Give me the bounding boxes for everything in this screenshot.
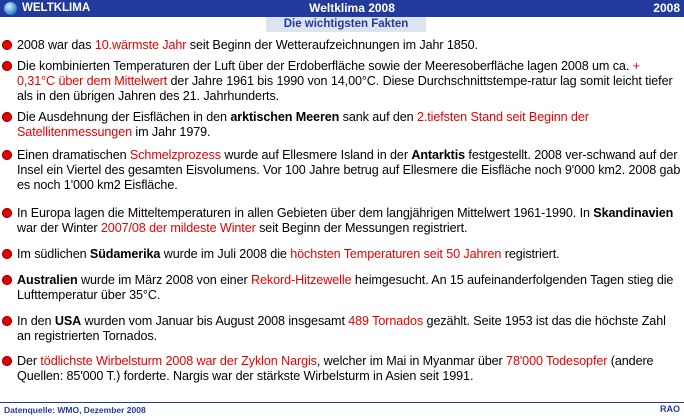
fact-text	[17, 38, 681, 53]
footer-divider	[0, 402, 684, 403]
fact-segment: In den	[17, 314, 55, 328]
fact-text	[17, 206, 681, 236]
fact-text	[17, 59, 681, 104]
year-label: 2008	[600, 0, 684, 17]
page-title: Weltklima 2008	[104, 0, 600, 17]
fact-segment: USA	[54, 314, 82, 328]
fact-segment: festgestellt. 2008 ver-schwand auf der Insel ein Viertel des gesamten Eisvolumens. Vor 100 Jahre betrug auf Ellesmere die Eisfläche noch 9'000 km2. 2008 gab es noch 1'000 km2 Eisfläche.	[17, 148, 681, 192]
fact-segment: Im südlichen	[17, 247, 90, 261]
fact-segment: registriert.	[501, 247, 560, 261]
page-subtitle: Die wichtigsten Fakten	[266, 17, 426, 32]
fact-segment: Einen dramatischen	[17, 148, 130, 162]
fact-segment: Antarktis	[411, 148, 466, 162]
fact-segment: im Jahr 1979.	[132, 125, 211, 139]
fact-text	[17, 273, 681, 303]
fact-segment: war der Winter	[17, 221, 101, 235]
fact-segment: + 0,31°C über dem Mittelwert	[17, 59, 640, 88]
bullet-icon	[2, 40, 12, 50]
fact-segment: 2008 war das	[17, 38, 95, 52]
fact-segment: gezählt. Seite 1953 ist das die höchste Zahl an registrierten Tornados.	[17, 314, 666, 343]
bullet-icon	[2, 150, 12, 160]
fact-segment: 78'000 Todesopfer	[506, 354, 608, 368]
fact-segment: Die Ausdehnung der Eisflächen in den	[17, 110, 231, 124]
fact-text	[17, 148, 681, 193]
globe-icon	[4, 2, 17, 15]
fact-segment: Australien	[17, 273, 78, 287]
fact-segment: wurde im März 2008 von einer	[77, 273, 251, 287]
fact-segment: , welcher im Mai in Myanmar über	[316, 354, 507, 368]
bullet-icon	[2, 275, 12, 285]
fact-segment: tödlichste Wirbelsturm 2008 war der Zyklon Nargis	[40, 354, 317, 368]
fact-text	[17, 354, 681, 384]
fact-segment: 489 Tornados	[348, 314, 424, 328]
fact-segment: seit Beginn der Messungen registriert.	[255, 221, 468, 235]
fact-segment: Skandinavien	[593, 206, 674, 220]
fact-text	[17, 247, 681, 262]
fact-segment: wurde im Juli 2008 die	[160, 247, 291, 261]
fact-segment: Die kombinierten Temperaturen der Luft über der Erdoberfläche sowie der Meeresoberfläche lagen 2008 um ca.	[17, 59, 633, 73]
data-source: Datenquelle: WMO, Dezember 2008	[4, 405, 146, 415]
fact-segment: seit Beginn der Wetteraufzeichnungen im Jahr 1850.	[186, 38, 478, 52]
fact-segment: 2007/08 der mildeste Winter	[100, 221, 256, 235]
bullet-icon	[2, 249, 12, 259]
fact-text	[17, 314, 681, 344]
fact-segment: Südamerika	[89, 247, 161, 261]
fact-segment: Schmelzprozess	[129, 148, 221, 162]
fact-segment: wurden vom Januar bis August 2008 insgesamt	[81, 314, 349, 328]
fact-segment: 2.tiefsten Stand seit Beginn der Satellitenmessungen	[17, 110, 589, 139]
fact-segment: 10.wärmste Jahr	[94, 38, 187, 52]
bullet-icon	[2, 356, 12, 366]
fact-segment: höchsten Temperaturen seit 50 Jahren	[290, 247, 502, 261]
fact-segment: arktischen Meeren	[230, 110, 340, 124]
fact-segment: (andere Quellen: 85'000 T.) forderte. Nargis war der stärkste Wirbelsturm in Asien seit 1991.	[17, 354, 654, 383]
fact-segment: Der	[17, 354, 41, 368]
fact-segment: der Jahre 1961 bis 1990 von 14,00°C. Diese Durchschnittstempe-ratur lag somit leicht tiefer als in den übrigen Jahren des 21. Jahrhunderts.	[17, 74, 673, 103]
bullet-icon	[2, 112, 12, 122]
fact-segment: In Europa lagen die Mitteltemperaturen in allen Gebieten über dem langjährigen Mittelwert 1961-1990. In	[17, 206, 594, 220]
fact-text	[17, 110, 681, 140]
fact-segment: heimgesucht. An 15 aufeinanderfolgenden Tagen stieg die Lufttemperatur über 35°C.	[17, 273, 674, 302]
bullet-icon	[2, 316, 12, 326]
fact-segment: Rekord-Hitzewelle	[251, 273, 352, 287]
bullet-icon	[2, 61, 12, 71]
author-label: RAO	[660, 404, 680, 414]
fact-segment: wurde auf Ellesmere Island in der	[220, 148, 412, 162]
brand-label	[0, 0, 104, 17]
fact-segment: sank auf den	[339, 110, 417, 124]
bullet-icon	[2, 208, 12, 218]
brand-text: WELTKLIMA	[22, 2, 91, 14]
